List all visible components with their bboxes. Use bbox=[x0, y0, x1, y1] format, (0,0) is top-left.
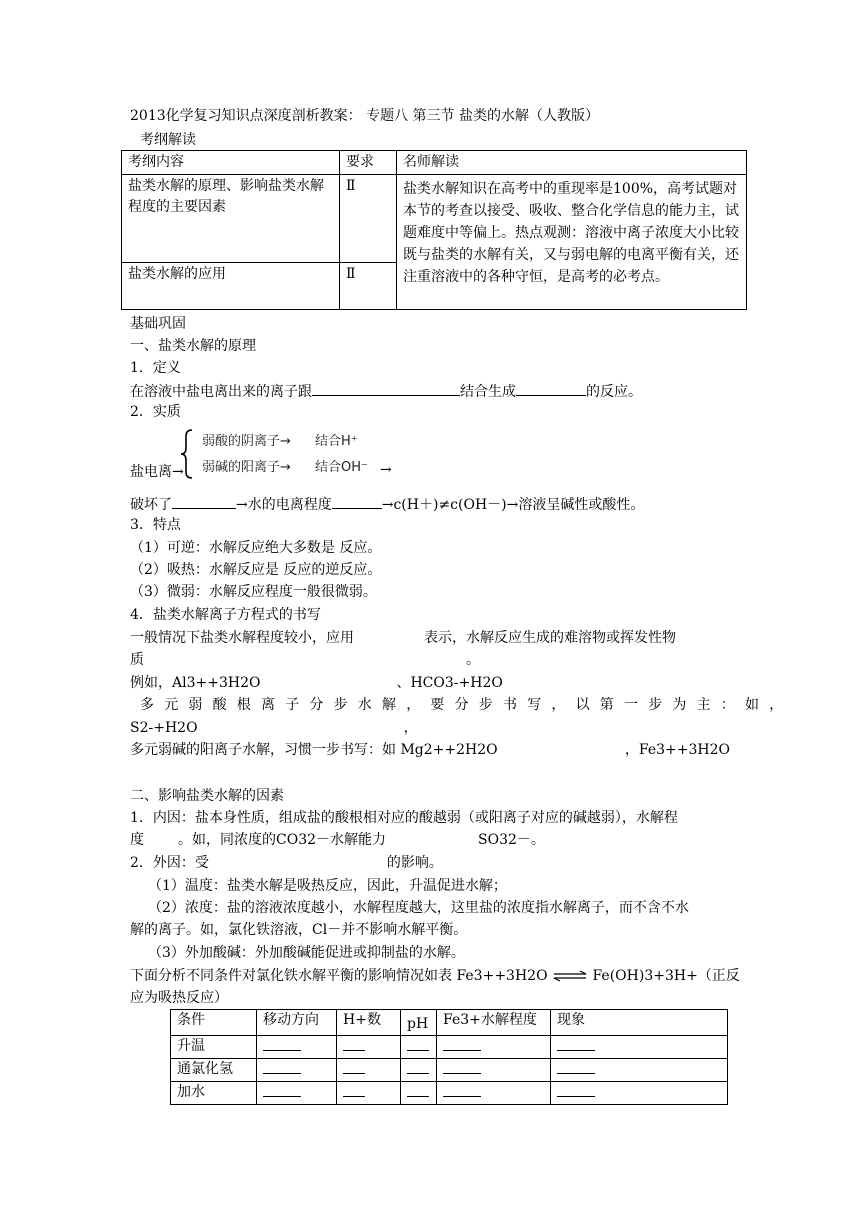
definition-text-b: 结合生成 bbox=[460, 384, 516, 400]
essence-chain-b: →水的电离程度 bbox=[236, 497, 332, 513]
polyprotic-note: 多元弱酸根离子分步水解，要分步书写，以第一步为主：如， bbox=[140, 697, 794, 713]
section-1-heading: 一、盐类水解的原理 bbox=[130, 338, 256, 354]
condition-label: 加水 bbox=[171, 1082, 257, 1105]
outline-commentary: 盐类水解知识在高考中的重现率是100%，高考试题对本节的考查以接受、吸收、整合化学信息的能力主，试题难度中等偏上。热点观测：溶液中离子浓度大小比较既与盐类的水解有关，又与弱电解的电离平衡有关，还注重溶液中的各种守恒，是高考的必考点。 bbox=[397, 175, 747, 310]
answer-blank[interactable] bbox=[332, 493, 382, 509]
equation-text-a: 一般情况下盐类水解程度较小，应用 bbox=[130, 630, 354, 646]
condition-label: 通氯化氢 bbox=[171, 1059, 257, 1082]
condition-label: 升温 bbox=[171, 1036, 257, 1059]
definition-title: 1．定义 bbox=[130, 360, 181, 376]
answer-blank[interactable] bbox=[172, 493, 236, 509]
outer-text-b: 的影响。 bbox=[386, 855, 443, 871]
equation-text-c: 质 bbox=[130, 652, 144, 668]
section-2-heading: 二、影响盐类水解的因素 bbox=[130, 788, 284, 804]
weak-base-line bbox=[130, 740, 730, 760]
feature-reversible: （1）可逆：水解反应绝大多数是 反应。 bbox=[130, 540, 382, 556]
inner-text-c: 。如，同浓度的CO32－水解能力 bbox=[178, 832, 387, 848]
concentration-factor-1: （2）浓度：盐的溶液浓度越小，水解程度越大，这里盐的浓度指水解离子，而不含不水 bbox=[148, 900, 689, 916]
conditions-row bbox=[171, 1059, 728, 1082]
basics-heading: 基础巩固 bbox=[130, 316, 186, 332]
answer-blank[interactable] bbox=[312, 380, 460, 396]
definition-line bbox=[130, 380, 642, 402]
answer-blank[interactable] bbox=[443, 1082, 481, 1097]
mg-eq: 多元弱碱的阳离子水解，习惯一步书写：如 Mg2++2H2O bbox=[130, 742, 498, 758]
header-phenomenon: 现象 bbox=[551, 1010, 728, 1036]
conditions-header-row bbox=[171, 1010, 728, 1036]
example-al: 例如，Al3++3H2O bbox=[130, 675, 261, 691]
feature-weak: （3）微弱：水解反应程度一般很微弱。 bbox=[130, 584, 377, 600]
header-direction: 移动方向 bbox=[257, 1010, 337, 1036]
sulfide-comma: ， bbox=[403, 720, 418, 736]
bind-h-label: 结合H⁺ bbox=[315, 434, 358, 449]
conditions-table bbox=[170, 1009, 728, 1105]
temperature-factor: （1）温度：盐类水解是吸热反应，因此，升温促进水解； bbox=[148, 878, 507, 894]
answer-blank[interactable] bbox=[343, 1036, 365, 1051]
answer-blank[interactable] bbox=[443, 1036, 481, 1051]
weak-base-label: 弱碱的阳离子→ bbox=[202, 460, 291, 475]
inner-text-d: SO32－。 bbox=[478, 832, 545, 848]
outline-content: 盐类水解的原理、影响盐类水解程度的主要因素 bbox=[122, 175, 340, 263]
essence-brace-diagram bbox=[180, 428, 410, 480]
answer-blank[interactable] bbox=[407, 1036, 429, 1051]
answer-blank[interactable] bbox=[343, 1059, 365, 1074]
acid-base-factor: （3）外加酸碱：外加酸碱能促进或抑制盐的水解。 bbox=[148, 945, 465, 961]
header-ph: pH bbox=[401, 1010, 437, 1036]
equilibrium-arrow-icon bbox=[552, 970, 588, 982]
answer-blank[interactable] bbox=[557, 1082, 595, 1097]
bind-oh-label: 结合OH⁻ bbox=[315, 460, 368, 475]
weak-acid-label: 弱酸的阴离子→ bbox=[202, 434, 291, 449]
header-content: 考纲内容 bbox=[122, 151, 340, 175]
outline-heading: 考纲解读 bbox=[140, 132, 196, 148]
concentration-factor-2: 解的离子。如，氯化铁溶液，Cl－并不影响水解平衡。 bbox=[130, 922, 468, 938]
features-title: 3．特点 bbox=[130, 517, 181, 533]
answer-blank[interactable] bbox=[516, 380, 586, 396]
answer-blank[interactable] bbox=[343, 1082, 365, 1097]
example-hco3: 、HCO3-+H2O bbox=[396, 675, 503, 691]
header-level: 要求 bbox=[340, 151, 397, 175]
outline-header-row bbox=[122, 151, 747, 175]
header-commentary: 名师解读 bbox=[397, 151, 747, 175]
inner-cause-line-2 bbox=[130, 830, 545, 850]
essence-arrow: → bbox=[380, 462, 392, 478]
answer-blank[interactable] bbox=[407, 1059, 429, 1074]
salt-ionization-label: 盐电离→ bbox=[130, 464, 184, 480]
fe-eq: ，Fe3++3H2O bbox=[624, 742, 730, 758]
header-condition: 条件 bbox=[171, 1010, 257, 1036]
document-title: 2013化学复习知识点深度剖析教案： 专题八 第三节 盐类的水解（人教版） bbox=[130, 108, 599, 124]
sulfide-line bbox=[130, 718, 418, 738]
outline-row bbox=[122, 175, 747, 263]
equation-title: 4．盐类水解离子方程式的书写 bbox=[130, 607, 321, 623]
analysis-text-a: 下面分析不同条件对氯化铁水解平衡的影响情况如表 Fe3++3H2O bbox=[130, 968, 548, 984]
feature-endothermic: （2）吸热：水解反应是 反应的逆反应。 bbox=[130, 562, 382, 578]
outer-cause-line bbox=[130, 853, 443, 873]
answer-blank[interactable] bbox=[263, 1059, 301, 1074]
outline-level: Ⅱ bbox=[340, 263, 397, 310]
definition-text-c: 的反应。 bbox=[586, 384, 642, 400]
equation-text-b: 表示，水解反应生成的难溶物或挥发性物 bbox=[424, 630, 676, 646]
outline-level: Ⅱ bbox=[340, 175, 397, 263]
equation-line-2 bbox=[130, 650, 480, 670]
analysis-line-2: 应为吸热反应） bbox=[130, 990, 228, 1006]
essence-chain-a: 破坏了 bbox=[130, 497, 172, 513]
definition-text-a: 在溶液中盐电离出来的离子跟 bbox=[130, 384, 312, 400]
inner-cause-line-1: 1．内因：盐本身性质，组成盐的酸根相对应的酸越弱（或阳离子对应的碱越弱），水解程 bbox=[130, 810, 678, 826]
answer-blank[interactable] bbox=[263, 1082, 301, 1097]
header-h-count: H+数 bbox=[337, 1010, 401, 1036]
example-line bbox=[130, 673, 503, 693]
answer-blank[interactable] bbox=[557, 1059, 595, 1074]
conditions-row bbox=[171, 1036, 728, 1059]
analysis-text-b: Fe(OH)3+3H+（正反 bbox=[592, 968, 740, 984]
answer-blank[interactable] bbox=[443, 1059, 481, 1074]
header-hydrolysis-degree: Fe3+水解程度 bbox=[437, 1010, 551, 1036]
sulfide-eq: S2-+H2O bbox=[130, 720, 198, 736]
answer-blank[interactable] bbox=[557, 1036, 595, 1051]
outline-table bbox=[121, 150, 747, 310]
analysis-line bbox=[130, 966, 740, 986]
inner-text-b: 度 bbox=[130, 832, 144, 848]
conditions-row bbox=[171, 1082, 728, 1105]
outer-text-a: 2．外因：受 bbox=[130, 855, 209, 871]
essence-chain-line bbox=[130, 493, 644, 515]
equation-line-1 bbox=[130, 628, 676, 648]
outline-content: 盐类水解的应用 bbox=[122, 263, 340, 310]
essence-title: 2．实质 bbox=[130, 404, 181, 420]
answer-blank[interactable] bbox=[407, 1082, 429, 1097]
essence-chain-c: →c(H＋)≠c(OH－)→溶液呈碱性或酸性。 bbox=[381, 497, 645, 513]
answer-blank[interactable] bbox=[263, 1036, 301, 1051]
equation-text-d: 。 bbox=[466, 652, 480, 668]
